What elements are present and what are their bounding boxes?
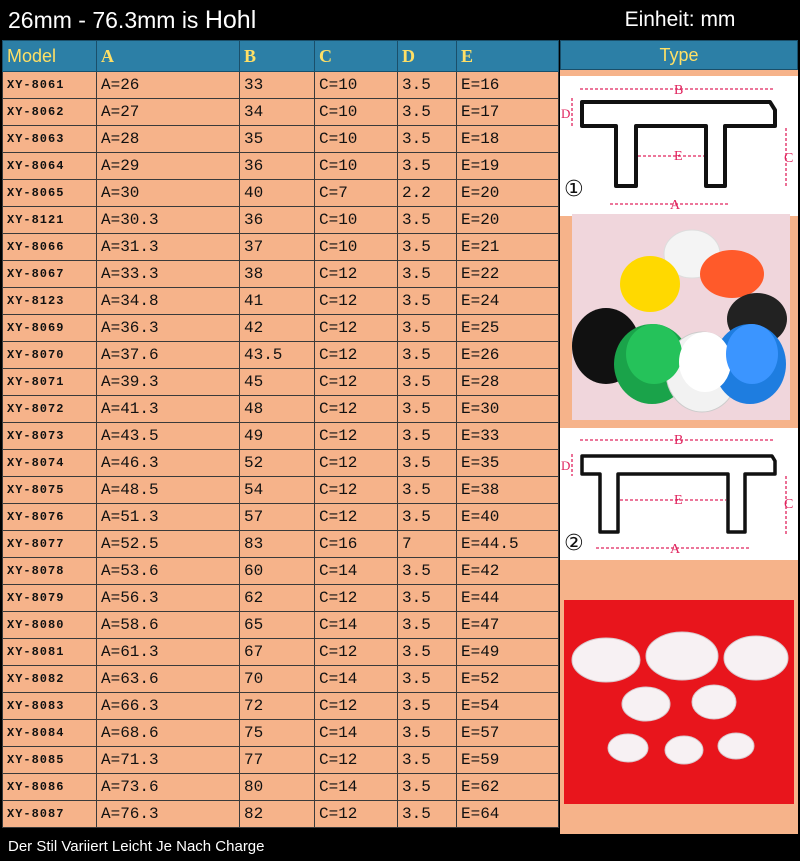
cell-a: A=66.3	[97, 693, 240, 720]
cell-d: 3.5	[398, 315, 457, 342]
cell-model: XY-8067	[3, 261, 97, 288]
cell-e: E=44.5	[457, 531, 559, 558]
cell-c: C=10	[315, 72, 398, 99]
cell-e: E=20	[457, 207, 559, 234]
cell-e: E=59	[457, 747, 559, 774]
cell-c: C=10	[315, 153, 398, 180]
cell-d: 3.5	[398, 153, 457, 180]
cell-b: 54	[240, 477, 315, 504]
dim-label-a: A	[670, 198, 681, 213]
table-row	[3, 126, 559, 153]
cell-c: C=12	[315, 261, 398, 288]
table-row	[3, 180, 559, 207]
column-header-a: A	[97, 41, 240, 72]
cell-d: 3.5	[398, 693, 457, 720]
cell-b: 42	[240, 315, 315, 342]
cell-b: 36	[240, 153, 315, 180]
cell-d: 3.5	[398, 261, 457, 288]
cell-model: XY-8072	[3, 396, 97, 423]
cell-c: C=12	[315, 747, 398, 774]
cell-a: A=56.3	[97, 585, 240, 612]
cell-a: A=33.3	[97, 261, 240, 288]
table-row	[3, 558, 559, 585]
cell-a: A=28	[97, 126, 240, 153]
cell-model: XY-8080	[3, 612, 97, 639]
cell-model: XY-8069	[3, 315, 97, 342]
profile-diagram-1	[560, 76, 798, 216]
cell-d: 3.5	[398, 234, 457, 261]
cell-model: XY-8070	[3, 342, 97, 369]
cell-a: A=27	[97, 99, 240, 126]
table-row	[3, 612, 559, 639]
cell-model: XY-8081	[3, 639, 97, 666]
cell-c: C=14	[315, 774, 398, 801]
cell-d: 3.5	[398, 369, 457, 396]
dim-label-d: D	[561, 458, 571, 473]
cell-e: E=52	[457, 666, 559, 693]
cell-a: A=68.6	[97, 720, 240, 747]
table-row	[3, 72, 559, 99]
cell-e: E=64	[457, 801, 559, 828]
cell-e: E=25	[457, 315, 559, 342]
cell-a: A=36.3	[97, 315, 240, 342]
cell-a: A=48.5	[97, 477, 240, 504]
table-row	[3, 639, 559, 666]
cell-c: C=12	[315, 423, 398, 450]
table-row	[3, 369, 559, 396]
cell-model: XY-8085	[3, 747, 97, 774]
column-header-c: C	[315, 41, 398, 72]
cell-c: C=14	[315, 720, 398, 747]
cell-c: C=14	[315, 612, 398, 639]
cell-d: 3.5	[398, 126, 457, 153]
dim-label-b: B	[674, 83, 684, 98]
cell-d: 3.5	[398, 801, 457, 828]
cell-b: 83	[240, 531, 315, 558]
cell-e: E=20	[457, 180, 559, 207]
cell-model: XY-8074	[3, 450, 97, 477]
type-column-header: Type	[560, 40, 798, 70]
cell-a: A=51.3	[97, 504, 240, 531]
white-caps-photo	[564, 600, 794, 804]
cell-d: 3.5	[398, 72, 457, 99]
cell-a: A=71.3	[97, 747, 240, 774]
cell-a: A=76.3	[97, 801, 240, 828]
cell-c: C=12	[315, 342, 398, 369]
table-row	[3, 585, 559, 612]
cell-e: E=62	[457, 774, 559, 801]
cell-model: XY-8071	[3, 369, 97, 396]
cell-b: 49	[240, 423, 315, 450]
cell-c: C=12	[315, 477, 398, 504]
cell-d: 3.5	[398, 747, 457, 774]
dim-label-e: E	[674, 149, 683, 164]
cell-b: 62	[240, 585, 315, 612]
cell-d: 3.5	[398, 477, 457, 504]
cell-e: E=19	[457, 153, 559, 180]
cell-c: C=16	[315, 531, 398, 558]
cell-b: 43.5	[240, 342, 315, 369]
table-row	[3, 747, 559, 774]
cell-model: XY-8061	[3, 72, 97, 99]
cell-c: C=14	[315, 666, 398, 693]
cell-c: C=12	[315, 585, 398, 612]
cell-c: C=12	[315, 504, 398, 531]
cell-model: XY-8076	[3, 504, 97, 531]
cell-d: 3.5	[398, 666, 457, 693]
cell-e: E=24	[457, 288, 559, 315]
cell-a: A=43.5	[97, 423, 240, 450]
cell-e: E=16	[457, 72, 559, 99]
page-title	[0, 0, 348, 40]
cell-b: 72	[240, 693, 315, 720]
cell-b: 75	[240, 720, 315, 747]
cell-model: XY-8079	[3, 585, 97, 612]
cell-b: 40	[240, 180, 315, 207]
cell-e: E=21	[457, 234, 559, 261]
cell-c: C=12	[315, 450, 398, 477]
cell-b: 65	[240, 612, 315, 639]
cell-d: 3.5	[398, 558, 457, 585]
cell-d: 3.5	[398, 450, 457, 477]
cell-c: C=12	[315, 396, 398, 423]
cell-d: 3.5	[398, 99, 457, 126]
table-row	[3, 693, 559, 720]
table-row	[3, 99, 559, 126]
table-row	[3, 477, 559, 504]
cell-c: C=12	[315, 639, 398, 666]
diagram-marker-2: ②	[564, 531, 584, 556]
cell-model: XY-8123	[3, 288, 97, 315]
cell-e: E=26	[457, 342, 559, 369]
cell-b: 35	[240, 126, 315, 153]
table-row	[3, 153, 559, 180]
table-row	[3, 342, 559, 369]
type-column	[560, 70, 798, 834]
cell-e: E=30	[457, 396, 559, 423]
cell-e: E=18	[457, 126, 559, 153]
table-row	[3, 396, 559, 423]
cell-a: A=39.3	[97, 369, 240, 396]
cell-model: XY-8073	[3, 423, 97, 450]
cell-model: XY-8121	[3, 207, 97, 234]
cell-model: XY-8084	[3, 720, 97, 747]
cell-model: XY-8066	[3, 234, 97, 261]
table-row	[3, 504, 559, 531]
cell-d: 3.5	[398, 585, 457, 612]
spec-table	[2, 40, 559, 828]
dim-label-e: E	[674, 493, 683, 508]
dim-label-c: C	[784, 151, 794, 166]
table-row	[3, 450, 559, 477]
cell-d: 3.5	[398, 774, 457, 801]
dim-label-a: A	[670, 542, 681, 557]
footer-filler	[560, 834, 800, 861]
dim-label-c: C	[784, 497, 794, 512]
cell-e: E=42	[457, 558, 559, 585]
table-row	[3, 207, 559, 234]
cell-e: E=54	[457, 693, 559, 720]
cell-e: E=17	[457, 99, 559, 126]
cell-c: C=12	[315, 288, 398, 315]
cell-b: 60	[240, 558, 315, 585]
dim-label-d: D	[561, 106, 571, 121]
cell-d: 3.5	[398, 288, 457, 315]
cell-e: E=44	[457, 585, 559, 612]
table-body	[3, 72, 559, 828]
cell-model: XY-8087	[3, 801, 97, 828]
table-row	[3, 801, 559, 828]
cell-c: C=7	[315, 180, 398, 207]
cell-b: 33	[240, 72, 315, 99]
title-main: 26mm - 76.3mm is	[8, 7, 205, 33]
column-header-b: B	[240, 41, 315, 72]
cell-d: 3.5	[398, 207, 457, 234]
cell-c: C=12	[315, 369, 398, 396]
cell-c: C=12	[315, 693, 398, 720]
cell-a: A=53.6	[97, 558, 240, 585]
cell-d: 3.5	[398, 342, 457, 369]
table-row	[3, 666, 559, 693]
cell-a: A=46.3	[97, 450, 240, 477]
cell-model: XY-8082	[3, 666, 97, 693]
cell-d: 3.5	[398, 504, 457, 531]
cell-c: C=10	[315, 126, 398, 153]
cell-e: E=47	[457, 612, 559, 639]
cell-d: 3.5	[398, 396, 457, 423]
cell-e: E=28	[457, 369, 559, 396]
cell-e: E=40	[457, 504, 559, 531]
column-header-e: E	[457, 41, 559, 72]
cell-e: E=38	[457, 477, 559, 504]
cell-c: C=12	[315, 315, 398, 342]
table-row	[3, 720, 559, 747]
cell-a: A=29	[97, 153, 240, 180]
cell-a: A=30.3	[97, 207, 240, 234]
profile-diagram-2	[560, 428, 798, 560]
cell-model: XY-8075	[3, 477, 97, 504]
cell-e: E=57	[457, 720, 559, 747]
unit-label: Einheit: mm	[624, 8, 736, 31]
cell-d: 3.5	[398, 612, 457, 639]
cell-a: A=73.6	[97, 774, 240, 801]
table-row	[3, 261, 559, 288]
cell-b: 57	[240, 504, 315, 531]
cell-model: XY-8078	[3, 558, 97, 585]
table-header-row	[3, 41, 559, 72]
cell-b: 70	[240, 666, 315, 693]
cell-a: A=30	[97, 180, 240, 207]
diagram-marker-1: ①	[564, 177, 584, 202]
cell-d: 7	[398, 531, 457, 558]
cell-b: 41	[240, 288, 315, 315]
cell-d: 3.5	[398, 423, 457, 450]
cell-b: 52	[240, 450, 315, 477]
cell-a: A=58.6	[97, 612, 240, 639]
cell-d: 3.5	[398, 639, 457, 666]
cell-c: C=14	[315, 558, 398, 585]
dim-label-b: B	[674, 433, 684, 448]
cell-a: A=34.8	[97, 288, 240, 315]
cell-model: XY-8065	[3, 180, 97, 207]
cell-a: A=52.5	[97, 531, 240, 558]
column-header-model: Model	[3, 41, 97, 72]
cell-e: E=35	[457, 450, 559, 477]
table-row	[3, 774, 559, 801]
cell-model: XY-8083	[3, 693, 97, 720]
cell-c: C=10	[315, 99, 398, 126]
table-row	[3, 531, 559, 558]
cell-a: A=26	[97, 72, 240, 99]
column-header-d: D	[398, 41, 457, 72]
cell-c: C=12	[315, 801, 398, 828]
cell-b: 82	[240, 801, 315, 828]
cell-b: 34	[240, 99, 315, 126]
cell-a: A=31.3	[97, 234, 240, 261]
cell-a: A=41.3	[97, 396, 240, 423]
cell-a: A=37.6	[97, 342, 240, 369]
cell-d: 3.5	[398, 720, 457, 747]
table-row	[3, 234, 559, 261]
cell-model: XY-8064	[3, 153, 97, 180]
table-row	[3, 423, 559, 450]
cell-b: 37	[240, 234, 315, 261]
cell-b: 48	[240, 396, 315, 423]
cell-d: 2.2	[398, 180, 457, 207]
table-row	[3, 288, 559, 315]
cell-model: XY-8077	[3, 531, 97, 558]
title-strong: Hohl	[204, 6, 257, 34]
cell-b: 45	[240, 369, 315, 396]
cell-model: XY-8086	[3, 774, 97, 801]
cell-b: 80	[240, 774, 315, 801]
cell-a: A=61.3	[97, 639, 240, 666]
cell-c: C=10	[315, 207, 398, 234]
cell-e: E=49	[457, 639, 559, 666]
cell-model: XY-8062	[3, 99, 97, 126]
table-row	[3, 315, 559, 342]
cell-e: E=22	[457, 261, 559, 288]
cell-a: A=63.6	[97, 666, 240, 693]
cell-model: XY-8063	[3, 126, 97, 153]
cell-e: E=33	[457, 423, 559, 450]
cell-b: 67	[240, 639, 315, 666]
footer-note: Der Stil Variiert Leicht Je Nach Charge	[0, 834, 560, 861]
cell-b: 77	[240, 747, 315, 774]
cell-c: C=10	[315, 234, 398, 261]
cell-b: 38	[240, 261, 315, 288]
cell-b: 36	[240, 207, 315, 234]
colored-caps-photo	[572, 214, 790, 420]
